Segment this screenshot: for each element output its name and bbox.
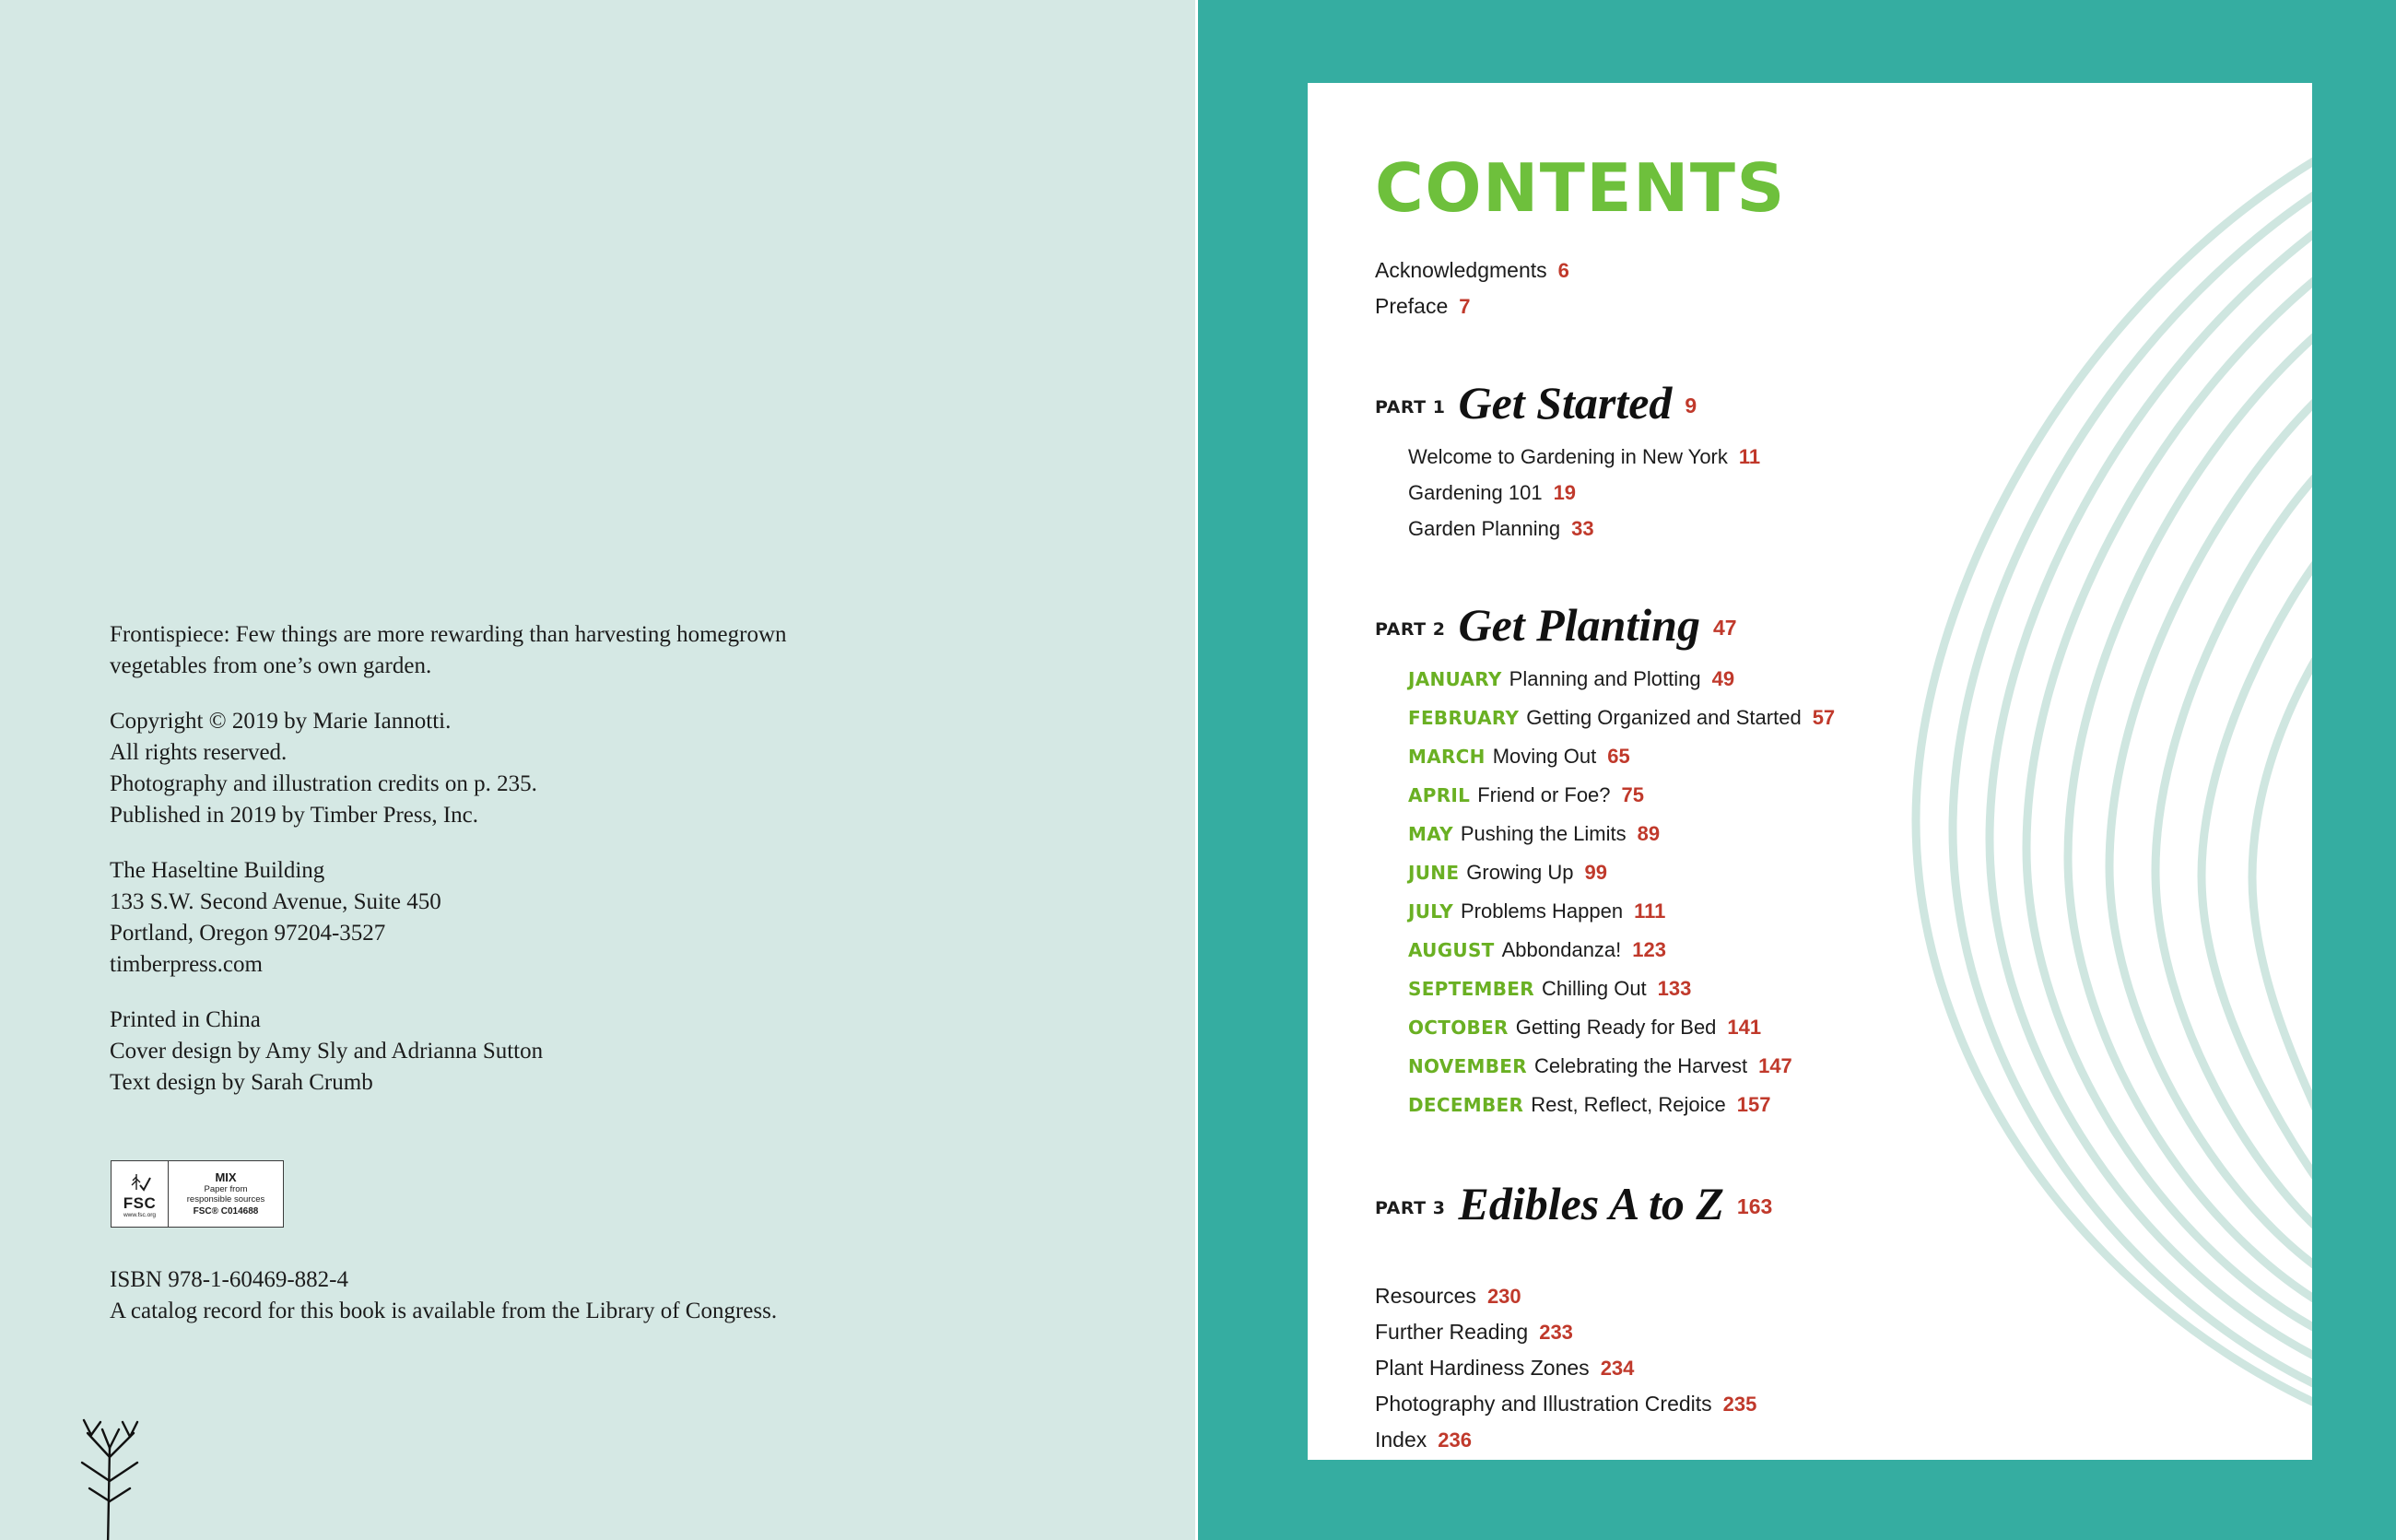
toc-entry-page: 75 bbox=[1621, 783, 1645, 806]
month-label: SEPTEMBER bbox=[1408, 978, 1534, 1000]
month-label: NOVEMBER bbox=[1408, 1055, 1527, 1077]
production-line-2: Cover design by Amy Sly and Adrianna Sutton bbox=[110, 1039, 544, 1064]
toc-entry-label: Problems Happen bbox=[1461, 899, 1624, 923]
part-label: PART 1 bbox=[1375, 397, 1446, 417]
toc-entry-label: Planning and Plotting bbox=[1509, 667, 1701, 690]
toc-entry-plant-hardiness-zones[interactable] bbox=[1375, 1350, 1946, 1386]
toc-entry-may[interactable] bbox=[1408, 816, 1946, 854]
month-label: MAY bbox=[1408, 823, 1453, 845]
toc-entry-gardening-101[interactable] bbox=[1408, 475, 1946, 511]
toc-entry-page: 235 bbox=[1722, 1393, 1757, 1416]
toc-entry-garden-planning[interactable] bbox=[1408, 511, 1946, 547]
toc-entry-resources[interactable] bbox=[1375, 1278, 1946, 1314]
publisher-address bbox=[110, 855, 828, 981]
toc-entry-march[interactable] bbox=[1408, 738, 1946, 777]
copyright-line-1: Copyright © 2019 by Marie Iannotti. bbox=[110, 709, 452, 734]
toc-entry-page: 6 bbox=[1557, 259, 1569, 282]
publisher-website[interactable]: timberpress.com bbox=[110, 952, 263, 977]
toc-entry-page: 133 bbox=[1657, 977, 1692, 1000]
month-label: JANUARY bbox=[1408, 668, 1502, 690]
toc-entry-december[interactable] bbox=[1408, 1087, 1946, 1125]
toc-entry-label: Acknowledgments bbox=[1375, 258, 1547, 282]
toc-entry-october[interactable] bbox=[1408, 1009, 1946, 1048]
part-title: Edibles A to Z bbox=[1458, 1178, 1724, 1229]
toc-entry-label: Abbondanza! bbox=[1501, 938, 1622, 961]
production-line-1: Printed in China bbox=[110, 1007, 261, 1032]
toc-entry-page: 49 bbox=[1711, 667, 1735, 690]
month-label: APRIL bbox=[1408, 784, 1471, 806]
part-page: 9 bbox=[1685, 394, 1697, 417]
toc-entry-label: Rest, Reflect, Rejoice bbox=[1531, 1093, 1726, 1116]
toc-entry-page: 99 bbox=[1584, 861, 1607, 884]
copyright-statement bbox=[110, 706, 828, 831]
part-title: Get Planting bbox=[1458, 599, 1700, 651]
toc-entry-label: Getting Ready for Bed bbox=[1515, 1016, 1717, 1039]
toc-entry-page: 57 bbox=[1812, 706, 1836, 729]
part-page: 163 bbox=[1736, 1194, 1773, 1218]
toc-entry-label: Further Reading bbox=[1375, 1320, 1529, 1344]
copyright-line-4: Published in 2019 by Timber Press, Inc. bbox=[110, 803, 479, 828]
toc-entry-page: 157 bbox=[1736, 1093, 1771, 1116]
toc-entry-page: 111 bbox=[1634, 899, 1666, 923]
tree-checkmark-icon bbox=[128, 1171, 152, 1195]
address-line-3: Portland, Oregon 97204-3527 bbox=[110, 921, 386, 946]
toc-entry-november[interactable] bbox=[1408, 1048, 1946, 1087]
month-label: JUNE bbox=[1408, 862, 1460, 884]
toc-entry-welcome[interactable] bbox=[1408, 439, 1946, 475]
fsc-certification-badge bbox=[111, 1160, 284, 1228]
toc-entry-september[interactable] bbox=[1408, 970, 1946, 1009]
page-title: CONTENTS bbox=[1375, 149, 1786, 227]
loc-catalog-note: A catalog record for this book is available from the Library of Congress. bbox=[110, 1299, 778, 1323]
copyright-line-2: All rights reserved. bbox=[110, 740, 288, 765]
fsc-label: FSC bbox=[123, 1193, 157, 1212]
fsc-code: FSC® C014688 bbox=[193, 1206, 259, 1217]
address-line-1: The Haseltine Building bbox=[110, 858, 325, 883]
fsc-logo bbox=[112, 1161, 169, 1227]
fsc-source-line-1: Paper from bbox=[204, 1184, 248, 1194]
toc-entry-page: 236 bbox=[1438, 1428, 1472, 1452]
month-label: OCTOBER bbox=[1408, 1017, 1509, 1039]
isbn-block bbox=[110, 1264, 939, 1327]
frontispiece-caption: Frontispiece: Few things are more rewarding than harvesting homegrown vegetables from one’s own garden. bbox=[110, 622, 787, 678]
toc-entry-april[interactable] bbox=[1408, 777, 1946, 816]
toc-entry-label: Gardening 101 bbox=[1408, 481, 1543, 504]
fsc-url: www.fsc.org bbox=[123, 1211, 157, 1218]
toc-entry-label: Preface bbox=[1375, 294, 1449, 318]
toc-entry-label: Friend or Foe? bbox=[1477, 783, 1611, 806]
toc-entry-label: Moving Out bbox=[1492, 745, 1597, 768]
toc-entry-label: Pushing the Limits bbox=[1460, 822, 1627, 845]
toc-entry-february[interactable] bbox=[1408, 699, 1946, 738]
toc-entry-label: Celebrating the Harvest bbox=[1533, 1054, 1748, 1077]
toc-entry-page: 89 bbox=[1637, 822, 1661, 845]
twig-illustration bbox=[69, 1393, 189, 1540]
copyright-text-block bbox=[110, 619, 828, 1123]
back-matter-list bbox=[1375, 1278, 1946, 1458]
contents-card bbox=[1308, 83, 2312, 1460]
toc-entry-page: 233 bbox=[1539, 1321, 1573, 1344]
toc-entry-photo-credits[interactable] bbox=[1375, 1386, 1946, 1422]
toc-entry-page: 19 bbox=[1553, 481, 1577, 504]
part-label: PART 2 bbox=[1375, 619, 1446, 640]
isbn-number: ISBN 978-1-60469-882-4 bbox=[110, 1267, 349, 1292]
toc-entry-page: 141 bbox=[1727, 1016, 1762, 1039]
production-line-3: Text design by Sarah Crumb bbox=[110, 1070, 373, 1095]
toc-part-2-heading[interactable] bbox=[1375, 598, 1946, 652]
toc-entry-page: 33 bbox=[1571, 517, 1594, 540]
toc-entry-label: Resources bbox=[1375, 1284, 1476, 1308]
month-label: AUGUST bbox=[1408, 939, 1495, 961]
part-label: PART 3 bbox=[1375, 1198, 1446, 1218]
toc-entry-page: 65 bbox=[1607, 745, 1630, 768]
month-label: DECEMBER bbox=[1408, 1094, 1524, 1116]
toc-part-3-heading[interactable] bbox=[1375, 1177, 1946, 1230]
toc-entry-page: 234 bbox=[1600, 1357, 1635, 1380]
toc-entry-further-reading[interactable] bbox=[1375, 1314, 1946, 1350]
toc-entry-acknowledgments[interactable] bbox=[1375, 253, 1946, 288]
table-of-contents bbox=[1375, 149, 1946, 1458]
toc-entry-label: Photography and Illustration Credits bbox=[1375, 1392, 1712, 1416]
month-label: FEBRUARY bbox=[1408, 707, 1520, 729]
toc-entry-label: Welcome to Gardening in New York bbox=[1408, 445, 1728, 468]
copyright-line-3: Photography and illustration credits on p. 235. bbox=[110, 771, 537, 796]
fsc-mix-label: MIX bbox=[215, 1170, 237, 1184]
toc-entry-page: 230 bbox=[1486, 1285, 1521, 1308]
toc-entry-index[interactable] bbox=[1375, 1422, 1946, 1458]
production-credits bbox=[110, 1005, 828, 1099]
toc-entry-label: Plant Hardiness Zones bbox=[1375, 1356, 1590, 1380]
toc-entry-label: Garden Planning bbox=[1408, 517, 1561, 540]
toc-entry-july[interactable] bbox=[1408, 893, 1946, 932]
contents-page bbox=[1198, 0, 2396, 1540]
toc-entry-page: 11 bbox=[1738, 445, 1761, 468]
toc-entry-label: Chilling Out bbox=[1541, 977, 1647, 1000]
toc-entry-june[interactable] bbox=[1408, 854, 1946, 893]
month-label: JULY bbox=[1408, 900, 1453, 923]
toc-entry-label: Growing Up bbox=[1466, 861, 1574, 884]
part-title: Get Started bbox=[1458, 377, 1673, 429]
toc-entry-january[interactable] bbox=[1408, 661, 1946, 699]
toc-entry-label: Getting Organized and Started bbox=[1526, 706, 1802, 729]
fsc-text bbox=[169, 1169, 283, 1219]
fsc-source-line-2: responsible sources bbox=[186, 1194, 265, 1205]
toc-entry-page: 123 bbox=[1632, 938, 1666, 961]
part-page: 47 bbox=[1713, 616, 1737, 640]
toc-part-1-heading[interactable] bbox=[1375, 376, 1946, 429]
toc-entry-label: Index bbox=[1375, 1428, 1427, 1452]
toc-entry-page: 147 bbox=[1758, 1054, 1792, 1077]
toc-entry-page: 7 bbox=[1459, 295, 1471, 318]
toc-entry-preface[interactable] bbox=[1375, 288, 1946, 324]
month-label: MARCH bbox=[1408, 746, 1486, 768]
address-line-2: 133 S.W. Second Avenue, Suite 450 bbox=[110, 889, 441, 914]
toc-entry-august[interactable] bbox=[1408, 932, 1946, 970]
